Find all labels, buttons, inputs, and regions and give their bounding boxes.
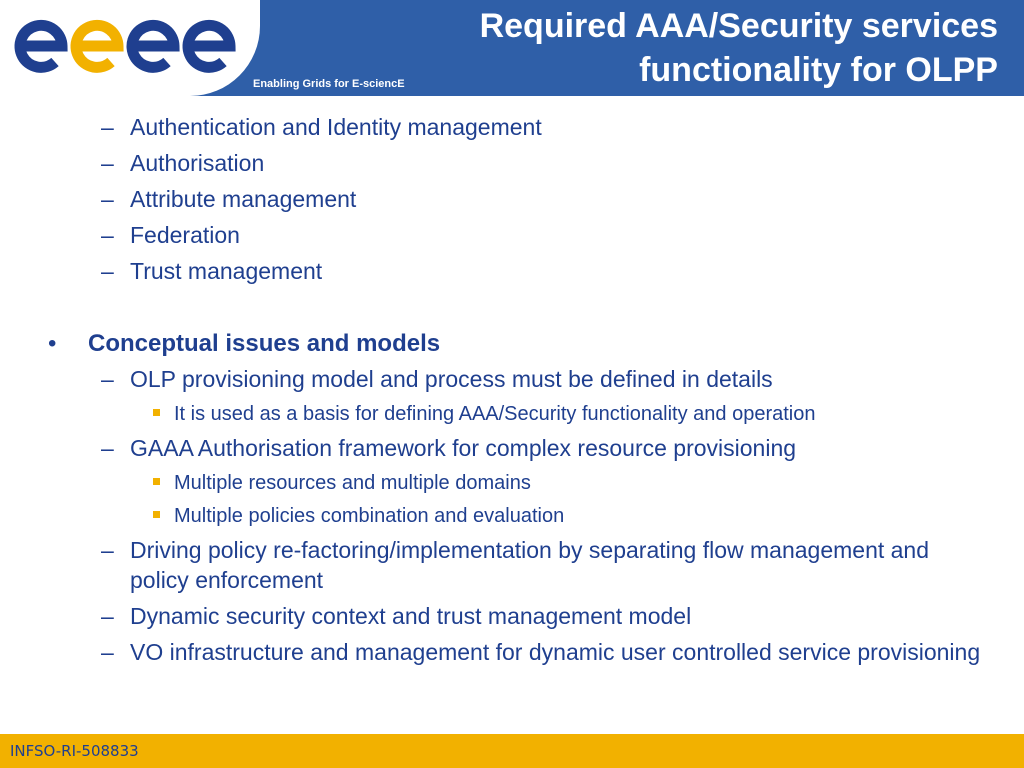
sub-list-item [0,400,1024,428]
list-item [0,637,1024,667]
sub-list-item-text: Multiple resources and multiple domains [174,472,531,494]
list-item [0,220,1024,250]
list-item [0,148,1024,178]
list-item-text: Dynamic security context and trust management model [130,603,692,629]
list-item-text: Federation [130,222,240,248]
list-item [0,535,1024,595]
list-item-text: OLP provisioning model and process must be defined in details [130,366,773,392]
slide-title [358,4,998,92]
tagline: Enabling Grids for E-sciencE [253,78,405,90]
slide-content [0,112,1024,673]
sub-list-item-text: Multiple policies combination and evaluation [174,505,565,527]
list-item-text: Attribute management [130,186,357,212]
sub-list-item-text: It is used as a basis for defining AAA/Security functionality and operation [174,403,816,425]
list-item [0,601,1024,631]
header-bar [0,0,1024,96]
dash-marker: – [101,150,114,176]
list-item-text: Authentication and Identity management [130,114,542,140]
section-heading-text: Conceptual issues and models [88,330,441,357]
square-bullet-icon [153,409,160,416]
list-item [0,184,1024,214]
sub-list-item [0,469,1024,497]
dash-marker: – [101,639,114,665]
list-item [0,256,1024,286]
footer-bar [0,734,1024,768]
list-item-text: Authorisation [130,150,265,176]
sub-list-item [0,502,1024,530]
list-item-text: VO infrastructure and management for dynamic user controlled service provisioning [130,639,981,665]
dash-marker: – [101,258,114,284]
square-bullet-icon [153,511,160,518]
list-item [0,112,1024,142]
list-item-text: GAAA Authorisation framework for complex resource provisioning [130,435,797,461]
slide-title-line-2: functionality for OLPP [639,51,998,89]
list-item-text: Driving policy re-factoring/implementation by separating flow management and policy enforcement [130,537,930,593]
dash-marker: – [101,366,114,392]
list-item [0,433,1024,463]
dash-marker: – [101,537,114,563]
dash-marker: – [101,114,114,140]
footer-project-id: INFSO-RI-508833 [10,742,139,760]
dash-marker: – [101,222,114,248]
section-spacer [0,292,1024,328]
dash-marker: – [101,186,114,212]
bullet-marker: • [48,330,57,357]
list-item-text: Trust management [130,258,323,284]
section-heading [0,328,1024,360]
dash-marker: – [101,603,114,629]
dash-marker: – [101,435,114,461]
list-item [0,364,1024,394]
slide-title-line-1: Required AAA/Security services [479,7,998,45]
egee-logo [10,10,240,80]
square-bullet-icon [153,478,160,485]
